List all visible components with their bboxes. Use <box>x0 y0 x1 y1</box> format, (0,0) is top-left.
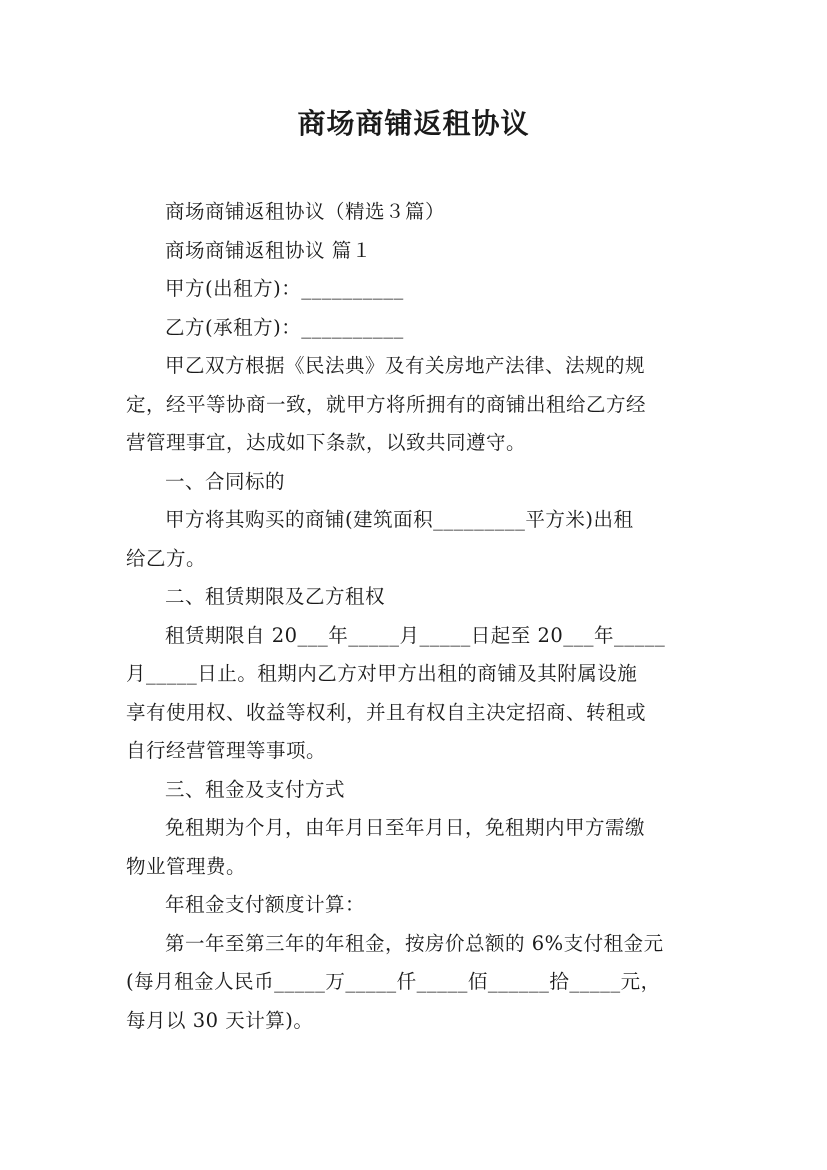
text-line: (每月租金人民币_____万_____仟_____佰______拾_____元， <box>126 970 661 993</box>
text-line: 定，经平等协商一致，就甲方将所拥有的商铺出租给乙方经 <box>126 392 647 416</box>
text-line: 商场商铺返租协议 篇１ <box>165 238 372 262</box>
paragraph <box>126 809 706 886</box>
text-line: 甲方(出租方)：__________ <box>165 277 404 300</box>
paragraph <box>126 501 706 578</box>
text-line: 乙方(承租方)：__________ <box>165 315 404 339</box>
paragraph <box>126 232 706 271</box>
text-line: 免租期为个月，由年月日至年月日，免租期内甲方需缴 <box>165 816 646 839</box>
text-line: 给乙方。 <box>126 546 207 570</box>
paragraph <box>126 578 706 617</box>
text-line: 月_____日止。租期内乙方对甲方出租的商铺及其附属设施 <box>126 662 638 685</box>
text-line: 租赁期限自 20___年_____月_____日起至 20___年_____ <box>165 623 666 647</box>
text-line: 物业管理费。 <box>126 854 247 878</box>
text-line: 享有使用权、收益等权利，并且有权自主决定招商、转租或 <box>126 700 647 724</box>
text-line: 商场商铺返租协议（精选３篇） <box>165 200 446 223</box>
text-line: 每月以 30 天计算)。 <box>126 1008 314 1032</box>
paragraph <box>126 193 706 232</box>
text-line: 营管理事宜，达成如下条款，以致共同遵守。 <box>126 431 527 454</box>
text-line: 第一年至第三年的年租金，按房价总额的 6%支付租金元 <box>165 931 664 955</box>
text-line: 一、合同标的 <box>165 469 286 493</box>
paragraph <box>126 771 706 810</box>
text-line: 三、租金及支付方式 <box>165 777 346 801</box>
paragraph <box>126 925 706 1041</box>
paragraph <box>126 617 706 771</box>
document-body <box>126 193 706 1040</box>
paragraph <box>126 463 706 502</box>
paragraph <box>126 347 706 463</box>
text-line: 二、租赁期限及乙方租权 <box>165 585 386 608</box>
document-title: 商场商铺返租协议 <box>297 107 530 140</box>
paragraph <box>126 270 706 309</box>
text-line: 甲方将其购买的商铺(建筑面积_________平方米)出租 <box>165 508 634 531</box>
paragraph <box>126 309 706 348</box>
text-line: 自行经营管理等事项。 <box>126 739 327 762</box>
text-line: 甲乙双方根据《民法典》及有关房地产法律、法规的规 <box>165 354 646 377</box>
paragraph <box>126 886 706 925</box>
text-line: 年租金支付额度计算： <box>165 893 366 916</box>
